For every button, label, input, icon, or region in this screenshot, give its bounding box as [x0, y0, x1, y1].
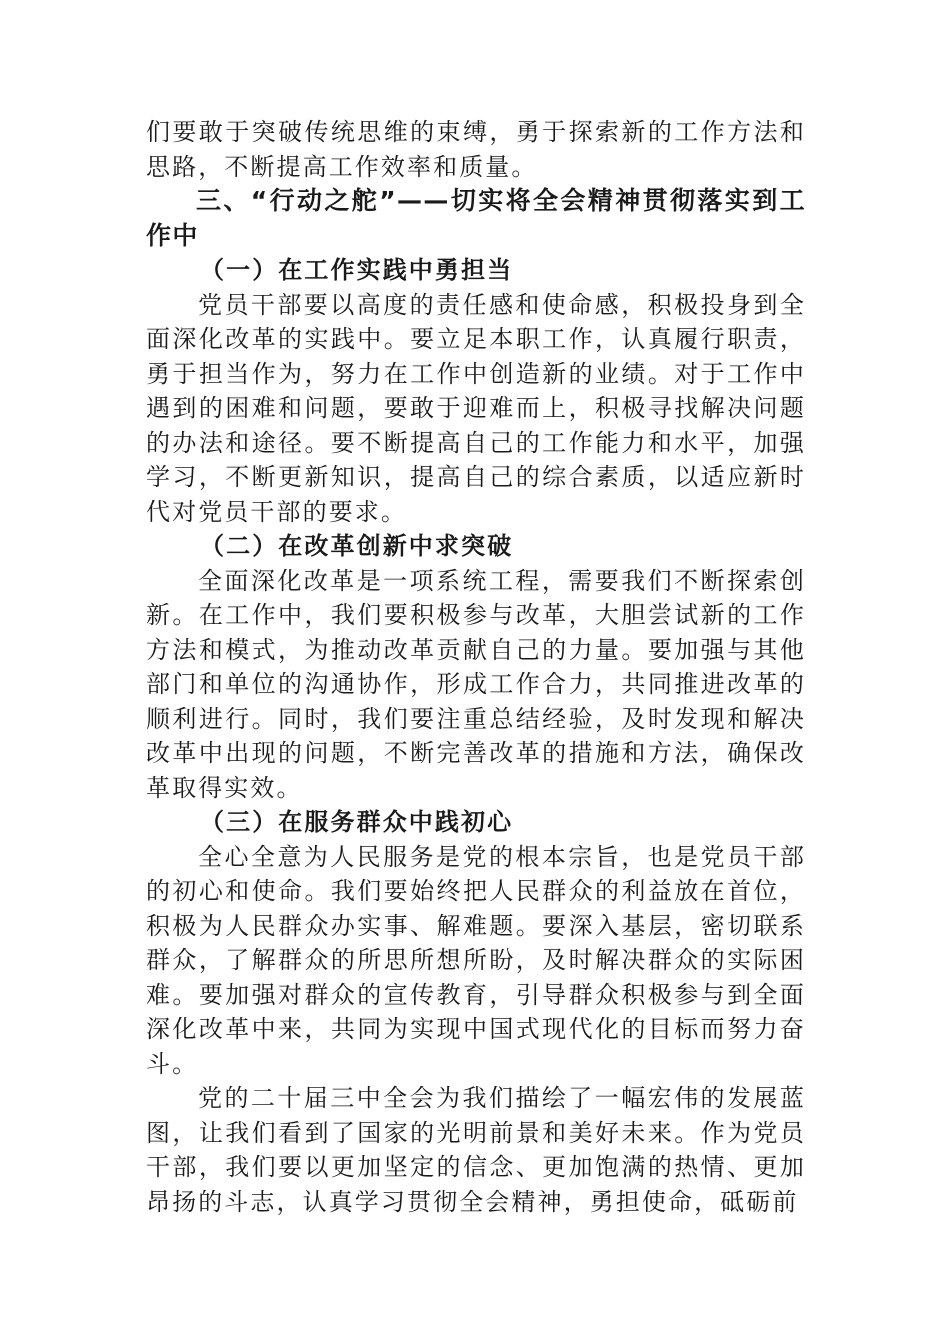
body-paragraph: 全面深化改革是一项系统工程，需要我们不断探索创新。在工作中，我们要积极参与改革，大胆尝试新的工作方法和模式，为推动改革贡献自己的力量。要加强与其他部门和单位的沟通协作，形成工作合力，共同推进改革的顺利进行。同时，我们要注重总结经验，及时发现和解决改革中出现的问题，不断完善改革的措施和方法，确保改革取得实效。	[146, 566, 806, 802]
body-paragraph: 党员干部要以高度的责任感和使命感，积极投身到全面深化改革的实践中。要立足本职工作，认真履行职责，勇于担当作为，努力在工作中创造新的业绩。对于工作中遇到的困难和问题，要敢于迎难而上，积极寻找解决问题的办法和途径。要不断提高自己的工作能力和水平，加强学习，不断更新知识，提高自己的综合素质，以适应新时代对党员干部的要求。	[146, 290, 806, 526]
document-body	[146, 115, 806, 1219]
paragraph-continuation: 们要敢于突破传统思维的束缚，勇于探索新的工作方法和思路，不断提高工作效率和质量。	[146, 118, 806, 181]
subheading-1: （一）在工作实践中勇担当	[200, 255, 514, 284]
subheading-2: （二）在改革创新中求突破	[200, 531, 514, 560]
body-paragraph: 党的二十届三中全会为我们描绘了一幅宏伟的发展蓝图，让我们看到了国家的光明前景和美好未来。作为党员干部，我们要以更加坚定的信念、更加饱满的热情、更加昂扬的斗志，认真学习贯彻全会精神，勇担使命，砥砺前	[146, 1084, 806, 1216]
subheading-3: （三）在服务群众中践初心	[200, 807, 514, 836]
section-heading-3: 三、“行动之舵”——切实将全会精神贯彻落实到工作中	[146, 186, 806, 250]
body-paragraph: 全心全意为人民服务是党的根本宗旨，也是党员干部的初心和使命。我们要始终把人民群众的利益放在首位，积极为人民群众办实事、解难题。要深入基层，密切联系群众，了解群众的所思所想所盼，及时解决群众的实际困难。要加强对群众的宣传教育，引导群众积极参与到全面深化改革中来，共同为实现中国式现代化的目标而努力奋斗。	[146, 842, 806, 1078]
